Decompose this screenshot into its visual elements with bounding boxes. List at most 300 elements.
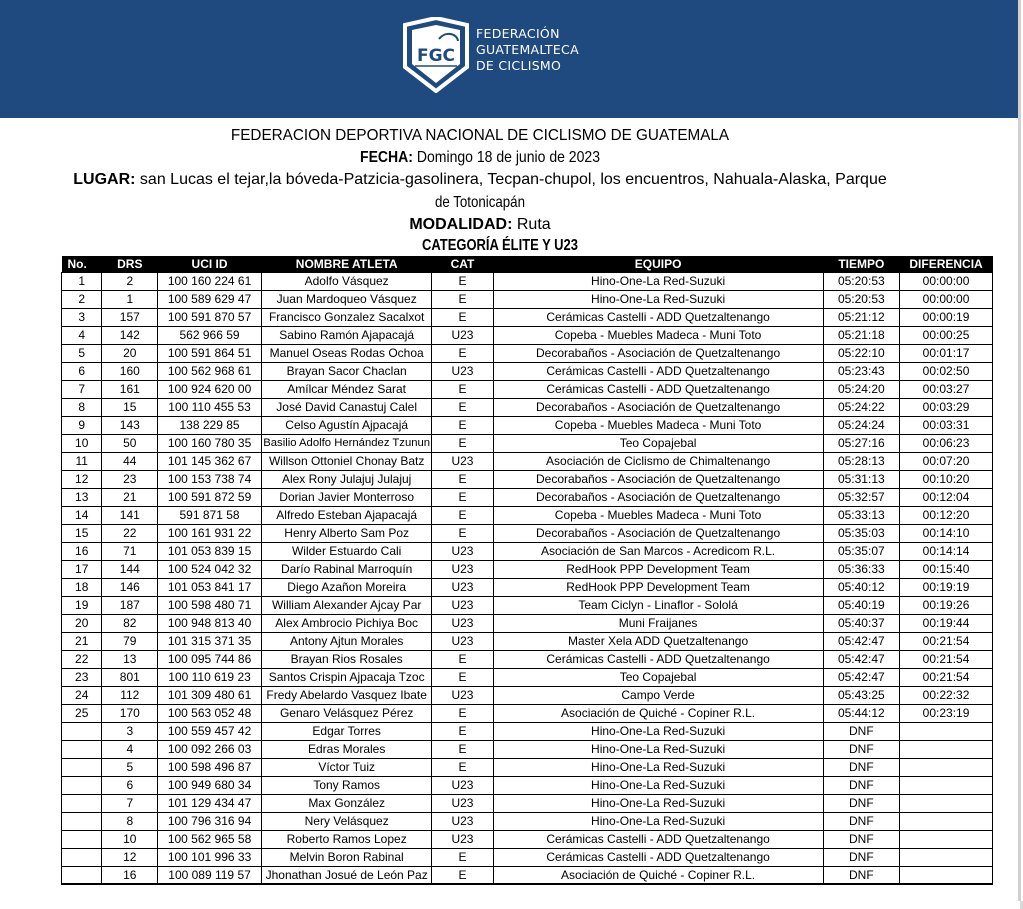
cell-difference <box>900 848 993 866</box>
cell-uci-id: 100 562 968 61 <box>158 362 262 380</box>
cell-athlete-name: Max González <box>261 794 431 812</box>
cell-uci-id: 100 110 455 53 <box>158 398 262 416</box>
cell-category: E <box>432 488 493 506</box>
table-row <box>62 668 993 686</box>
table-row <box>62 542 993 560</box>
cell-difference: 00:03:29 <box>900 398 993 416</box>
cell-team: Master Xela ADD Quetzaltenango <box>493 632 823 650</box>
cell-position <box>62 830 102 848</box>
cell-difference: 00:14:10 <box>900 524 993 542</box>
cell-time: 05:24:24 <box>823 416 899 434</box>
cell-difference: 00:14:14 <box>900 542 993 560</box>
cell-athlete-name: Willson Ottoniel Chonay Batz <box>261 452 431 470</box>
cell-difference: 00:19:19 <box>900 578 993 596</box>
cell-position: 15 <box>62 524 102 542</box>
table-row <box>62 272 993 290</box>
cell-uci-id: 591 871 58 <box>158 506 262 524</box>
cell-athlete-name: Santos Crispin Ajpacaja Tzoc <box>261 668 431 686</box>
cell-athlete-name: Manuel Oseas Rodas Ochoa <box>261 344 431 362</box>
cell-uci-id: 100 524 042 32 <box>158 560 262 578</box>
cell-uci-id: 562 966 59 <box>158 326 262 344</box>
cell-uci-id: 100 591 864 51 <box>158 344 262 362</box>
cell-uci-id: 100 563 052 48 <box>158 704 262 722</box>
cell-position: 24 <box>62 686 102 704</box>
cell-bib: 15 <box>102 398 158 416</box>
cell-time: DNF <box>823 794 899 812</box>
cell-bib: 16 <box>102 866 158 884</box>
table-row <box>62 452 993 470</box>
cell-time: 05:42:47 <box>823 668 899 686</box>
cell-difference: 00:01:17 <box>900 344 993 362</box>
table-row <box>62 812 993 830</box>
cell-category: E <box>432 506 493 524</box>
cell-team: Team Ciclyn - Linaflor - Sololá <box>493 596 823 614</box>
cell-uci-id: 100 160 780 35 <box>158 434 262 452</box>
table-row <box>62 560 993 578</box>
cell-team: Decorabaños - Asociación de Quetzaltenango <box>493 344 823 362</box>
cell-difference: 00:23:19 <box>900 704 993 722</box>
table-row <box>62 308 993 326</box>
cell-uci-id: 100 948 813 40 <box>158 614 262 632</box>
cell-time: 05:24:22 <box>823 398 899 416</box>
cell-position: 4 <box>62 326 102 344</box>
cell-athlete-name: Roberto Ramos Lopez <box>261 830 431 848</box>
cell-time: 05:22:10 <box>823 344 899 362</box>
cell-category: U23 <box>432 794 493 812</box>
table-row <box>62 830 993 848</box>
table-row <box>62 470 993 488</box>
cell-time: 05:20:53 <box>823 290 899 308</box>
cell-team: Hino-One-La Red-Suzuki <box>493 722 823 740</box>
cell-team: Asociación de Ciclismo de Chimaltenango <box>493 452 823 470</box>
cell-position <box>62 812 102 830</box>
cell-category: U23 <box>432 452 493 470</box>
cell-category: E <box>432 848 493 866</box>
table-row <box>62 290 993 308</box>
cell-uci-id: 101 053 841 17 <box>158 578 262 596</box>
cell-uci-id: 100 924 620 00 <box>158 380 262 398</box>
cell-team: Decorabaños - Asociación de Quetzaltenango <box>493 488 823 506</box>
cell-difference: 00:03:27 <box>900 380 993 398</box>
cell-athlete-name: Francisco Gonzalez Sacalxot <box>261 308 431 326</box>
cell-team: Decorabaños - Asociación de Quetzaltenango <box>493 524 823 542</box>
cell-athlete-name: Amílcar Méndez Sarat <box>261 380 431 398</box>
cell-time: 05:36:33 <box>823 560 899 578</box>
cell-category: U23 <box>432 776 493 794</box>
cell-athlete-name: Celso Agustín Ajpacajá <box>261 416 431 434</box>
cell-time: 05:43:25 <box>823 686 899 704</box>
cell-time: 05:40:19 <box>823 596 899 614</box>
cell-athlete-name: Genaro Velásquez Pérez <box>261 704 431 722</box>
cell-category: U23 <box>432 632 493 650</box>
table-row <box>62 632 993 650</box>
cell-uci-id: 100 153 738 74 <box>158 470 262 488</box>
cell-athlete-name: Adolfo Vásquez <box>261 272 431 290</box>
cell-time: 05:23:43 <box>823 362 899 380</box>
table-row <box>62 704 993 722</box>
column-header-athlete-name: NOMBRE ATLETA <box>261 256 431 272</box>
cell-category: E <box>432 290 493 308</box>
cell-category: E <box>432 380 493 398</box>
cell-uci-id: 100 101 996 33 <box>158 848 262 866</box>
cell-position: 1 <box>62 272 102 290</box>
cell-time: DNF <box>823 776 899 794</box>
cell-time: 05:21:18 <box>823 326 899 344</box>
cell-athlete-name: Nery Velásquez <box>261 812 431 830</box>
cell-category: U23 <box>432 614 493 632</box>
logo-line: DE CICLISMO <box>476 58 562 73</box>
cell-athlete-name: Melvin Boron Rabinal <box>261 848 431 866</box>
cell-bib: 2 <box>102 272 158 290</box>
cell-time: 05:44:12 <box>823 704 899 722</box>
cell-bib: 8 <box>102 812 158 830</box>
cell-uci-id: 100 598 496 87 <box>158 758 262 776</box>
cell-time: 05:31:13 <box>823 470 899 488</box>
cell-athlete-name: Tony Ramos <box>261 776 431 794</box>
column-header-uci-id: UCI ID <box>158 256 262 272</box>
table-row <box>62 524 993 542</box>
cell-category: U23 <box>432 596 493 614</box>
cell-time: DNF <box>823 812 899 830</box>
table-row <box>62 650 993 668</box>
cell-bib: 5 <box>102 758 158 776</box>
date-value: Domingo 18 de junio de 2023 <box>416 149 600 166</box>
table-row <box>62 506 993 524</box>
cell-athlete-name: Henry Alberto Sam Poz <box>261 524 431 542</box>
cell-athlete-name: Alfredo Esteban Ajapacajá <box>261 506 431 524</box>
cell-difference <box>900 722 993 740</box>
cell-team: Asociación de Quiché - Copiner R.L. <box>493 704 823 722</box>
cell-difference <box>900 776 993 794</box>
cell-position: 12 <box>62 470 102 488</box>
cell-athlete-name: José David Canastuj Calel <box>261 398 431 416</box>
cell-bib: 4 <box>102 740 158 758</box>
cell-bib: 50 <box>102 434 158 452</box>
cell-time: 05:27:16 <box>823 434 899 452</box>
cell-difference: 00:19:26 <box>900 596 993 614</box>
results-table <box>61 256 993 885</box>
cell-team: Hino-One-La Red-Suzuki <box>493 794 823 812</box>
cell-athlete-name: Víctor Tuiz <box>261 758 431 776</box>
column-header-time: TIEMPO <box>823 256 899 272</box>
cell-difference: 00:10:20 <box>900 470 993 488</box>
cell-position: 13 <box>62 488 102 506</box>
cell-bib: 160 <box>102 362 158 380</box>
cell-position: 8 <box>62 398 102 416</box>
cell-athlete-name: Alex Ambrocio Pichiya Boc <box>261 614 431 632</box>
page-bottom-edge <box>0 901 1023 909</box>
cell-difference <box>900 812 993 830</box>
cell-team: Copeba - Muebles Madeca - Muni Toto <box>493 506 823 524</box>
cell-team: RedHook PPP Development Team <box>493 578 823 596</box>
cell-category: E <box>432 668 493 686</box>
cell-difference: 00:06:23 <box>900 434 993 452</box>
cell-team: Copeba - Muebles Madeca - Muni Toto <box>493 416 823 434</box>
cell-category: E <box>432 758 493 776</box>
cell-category: E <box>432 524 493 542</box>
table-row <box>62 416 993 434</box>
cell-difference: 00:15:40 <box>900 560 993 578</box>
cell-category: U23 <box>432 830 493 848</box>
cell-difference: 00:00:25 <box>900 326 993 344</box>
cell-uci-id: 100 591 870 57 <box>158 308 262 326</box>
cell-position: 19 <box>62 596 102 614</box>
cell-time: DNF <box>823 740 899 758</box>
cell-bib: 13 <box>102 650 158 668</box>
cell-category: U23 <box>432 362 493 380</box>
cell-athlete-name: Diego Azañon Moreira <box>261 578 431 596</box>
cell-team: Campo Verde <box>493 686 823 704</box>
cell-athlete-name: Brayan Rios Rosales <box>261 650 431 668</box>
cell-time: DNF <box>823 866 899 884</box>
place-line-continued: de Totonicapán <box>435 194 525 211</box>
cell-uci-id: 100 161 931 22 <box>158 524 262 542</box>
federation-name <box>476 26 579 74</box>
cell-uci-id: 100 110 619 23 <box>158 668 262 686</box>
cell-team: Hino-One-La Red-Suzuki <box>493 740 823 758</box>
results-table-body <box>62 272 993 884</box>
cell-athlete-name: Antony Ajtun Morales <box>261 632 431 650</box>
cell-category: E <box>432 722 493 740</box>
cell-uci-id: 100 160 224 61 <box>158 272 262 290</box>
cell-bib: 22 <box>102 524 158 542</box>
cell-athlete-name: Darío Rabinal Marroquín <box>261 560 431 578</box>
cell-bib: 10 <box>102 830 158 848</box>
cell-position: 18 <box>62 578 102 596</box>
cell-athlete-name: Fredy Abelardo Vasquez Ibate <box>261 686 431 704</box>
cell-uci-id: 100 559 457 42 <box>158 722 262 740</box>
cell-difference: 00:07:20 <box>900 452 993 470</box>
logo-line: GUATEMALTECA <box>476 42 579 57</box>
cell-bib: 170 <box>102 704 158 722</box>
table-row <box>62 596 993 614</box>
table-row <box>62 866 993 884</box>
cell-uci-id: 100 598 480 71 <box>158 596 262 614</box>
cell-team: Cerámicas Castelli - ADD Quetzaltenango <box>493 830 823 848</box>
cell-team: Cerámicas Castelli - ADD Quetzaltenango <box>493 380 823 398</box>
cell-team: RedHook PPP Development Team <box>493 560 823 578</box>
cell-bib: 79 <box>102 632 158 650</box>
logo-line: FEDERACIÓN <box>476 26 560 41</box>
cell-position: 20 <box>62 614 102 632</box>
table-row <box>62 326 993 344</box>
cell-difference: 00:03:31 <box>900 416 993 434</box>
column-header-no: No. <box>62 256 102 272</box>
cell-bib: 144 <box>102 560 158 578</box>
table-header-row <box>62 256 993 272</box>
cell-bib: 141 <box>102 506 158 524</box>
cell-position: 2 <box>62 290 102 308</box>
cell-team: Cerámicas Castelli - ADD Quetzaltenango <box>493 308 823 326</box>
cell-category: E <box>432 434 493 452</box>
cell-team: Hino-One-La Red-Suzuki <box>493 776 823 794</box>
cell-bib: 187 <box>102 596 158 614</box>
logo-initials: FGC <box>416 46 456 66</box>
cell-time: 05:24:20 <box>823 380 899 398</box>
mode-value: Ruta <box>516 216 551 233</box>
cell-difference: 00:02:50 <box>900 362 993 380</box>
cell-position: 10 <box>62 434 102 452</box>
cell-position: 7 <box>62 380 102 398</box>
cell-position: 23 <box>62 668 102 686</box>
cell-uci-id: 100 095 744 86 <box>158 650 262 668</box>
cell-time: 05:28:13 <box>823 452 899 470</box>
cell-uci-id: 101 309 480 61 <box>158 686 262 704</box>
cell-position <box>62 866 102 884</box>
table-row <box>62 362 993 380</box>
cell-athlete-name: Edras Morales <box>261 740 431 758</box>
page-edge <box>1018 0 1021 909</box>
cell-uci-id: 138 229 85 <box>158 416 262 434</box>
cell-time: DNF <box>823 758 899 776</box>
column-header-team: EQUIPO <box>493 256 823 272</box>
cell-category: E <box>432 416 493 434</box>
table-row <box>62 488 993 506</box>
cell-difference: 00:21:54 <box>900 668 993 686</box>
cell-team: Hino-One-La Red-Suzuki <box>493 758 823 776</box>
cell-difference: 00:00:19 <box>900 308 993 326</box>
cell-category: E <box>432 308 493 326</box>
cell-time: 05:20:53 <box>823 272 899 290</box>
cell-position: 6 <box>62 362 102 380</box>
cell-bib: 44 <box>102 452 158 470</box>
table-row <box>62 380 993 398</box>
cell-time: DNF <box>823 830 899 848</box>
cell-position <box>62 740 102 758</box>
cell-bib: 801 <box>102 668 158 686</box>
cell-bib: 143 <box>102 416 158 434</box>
date-label: FECHA: <box>360 149 413 166</box>
mode-line <box>0 216 960 234</box>
cell-position: 21 <box>62 632 102 650</box>
cell-position: 17 <box>62 560 102 578</box>
header-banner <box>0 0 1021 118</box>
cell-position: 25 <box>62 704 102 722</box>
table-row <box>62 848 993 866</box>
cell-bib: 82 <box>102 614 158 632</box>
cell-team: Cerámicas Castelli - ADD Quetzaltenango <box>493 650 823 668</box>
cell-position: 22 <box>62 650 102 668</box>
cell-category: E <box>432 398 493 416</box>
cell-athlete-name: Basilio Adolfo Hernández Tzunun <box>261 434 431 452</box>
cell-team: Hino-One-La Red-Suzuki <box>493 812 823 830</box>
table-row <box>62 740 993 758</box>
cell-bib: 23 <box>102 470 158 488</box>
cell-difference <box>900 830 993 848</box>
cell-time: 05:40:12 <box>823 578 899 596</box>
cell-team: Hino-One-La Red-Suzuki <box>493 290 823 308</box>
cell-team: Copeba - Muebles Madeca - Muni Toto <box>493 326 823 344</box>
table-row <box>62 758 993 776</box>
cell-position <box>62 848 102 866</box>
column-header-drs: DRS <box>102 256 158 272</box>
cell-team: Muni Fraijanes <box>493 614 823 632</box>
cell-position <box>62 794 102 812</box>
cell-athlete-name: Wilder Estuardo Cali <box>261 542 431 560</box>
cell-uci-id: 100 591 872 59 <box>158 488 262 506</box>
cell-bib: 6 <box>102 776 158 794</box>
cell-difference <box>900 740 993 758</box>
cell-uci-id: 101 145 362 67 <box>158 452 262 470</box>
organization-title: FEDERACION DEPORTIVA NACIONAL DE CICLISMO DE GUATEMALA <box>230 127 730 144</box>
cell-uci-id: 100 562 965 58 <box>158 830 262 848</box>
cell-position: 3 <box>62 308 102 326</box>
cell-position: 9 <box>62 416 102 434</box>
cell-bib: 1 <box>102 290 158 308</box>
cell-uci-id: 101 053 839 15 <box>158 542 262 560</box>
cell-uci-id: 100 949 680 34 <box>158 776 262 794</box>
cell-difference: 00:12:04 <box>900 488 993 506</box>
cell-time: 05:35:07 <box>823 542 899 560</box>
cell-category: E <box>432 866 493 884</box>
cell-position <box>62 722 102 740</box>
cell-difference <box>900 866 993 884</box>
cell-time: 05:40:37 <box>823 614 899 632</box>
cell-difference <box>900 794 993 812</box>
cell-difference: 00:22:32 <box>900 686 993 704</box>
cell-team: Asociación de San Marcos - Acredicom R.L. <box>493 542 823 560</box>
table-row <box>62 722 993 740</box>
cell-uci-id: 100 589 629 47 <box>158 290 262 308</box>
cell-position <box>62 758 102 776</box>
cell-team: Teo Copajebal <box>493 434 823 452</box>
column-header-cat: CAT <box>432 256 493 272</box>
table-row <box>62 344 993 362</box>
cell-category: E <box>432 344 493 362</box>
cell-bib: 157 <box>102 308 158 326</box>
column-header-difference: DIFERENCIA <box>900 256 993 272</box>
cell-bib: 142 <box>102 326 158 344</box>
table-row <box>62 776 993 794</box>
table-row <box>62 794 993 812</box>
fgc-shield-logo-icon <box>401 17 471 93</box>
table-row <box>62 578 993 596</box>
cell-category: U23 <box>432 686 493 704</box>
cell-uci-id: 101 129 434 47 <box>158 794 262 812</box>
place-label: LUGAR: <box>73 171 136 188</box>
cell-team: Teo Copajebal <box>493 668 823 686</box>
cell-position <box>62 776 102 794</box>
cell-time: 05:42:47 <box>823 632 899 650</box>
cell-uci-id: 101 315 371 35 <box>158 632 262 650</box>
cell-bib: 20 <box>102 344 158 362</box>
cell-team: Asociación de Quiché - Copiner R.L. <box>493 866 823 884</box>
cell-time: DNF <box>823 722 899 740</box>
cell-category: U23 <box>432 812 493 830</box>
cell-time: 05:42:47 <box>823 650 899 668</box>
cell-position: 11 <box>62 452 102 470</box>
cell-team: Decorabaños - Asociación de Quetzaltenango <box>493 398 823 416</box>
cell-athlete-name: Alex Rony Julajuj Julajuj <box>261 470 431 488</box>
cell-athlete-name: Jhonathan Josué de León Paz <box>261 866 431 884</box>
cell-category: U23 <box>432 326 493 344</box>
cell-athlete-name: Dorian Javier Monterroso <box>261 488 431 506</box>
cell-team: Cerámicas Castelli - ADD Quetzaltenango <box>493 362 823 380</box>
cell-uci-id: 100 092 266 03 <box>158 740 262 758</box>
cell-difference: 00:00:00 <box>900 290 993 308</box>
cell-bib: 161 <box>102 380 158 398</box>
cell-category: E <box>432 704 493 722</box>
cell-time: 05:32:57 <box>823 488 899 506</box>
cell-difference <box>900 758 993 776</box>
cell-position: 16 <box>62 542 102 560</box>
cell-category: E <box>432 470 493 488</box>
cell-time: 05:35:03 <box>823 524 899 542</box>
cell-category: E <box>432 272 493 290</box>
cell-position: 5 <box>62 344 102 362</box>
cell-athlete-name: William Alexander Ajcay Par <box>261 596 431 614</box>
cell-uci-id: 100 796 316 94 <box>158 812 262 830</box>
